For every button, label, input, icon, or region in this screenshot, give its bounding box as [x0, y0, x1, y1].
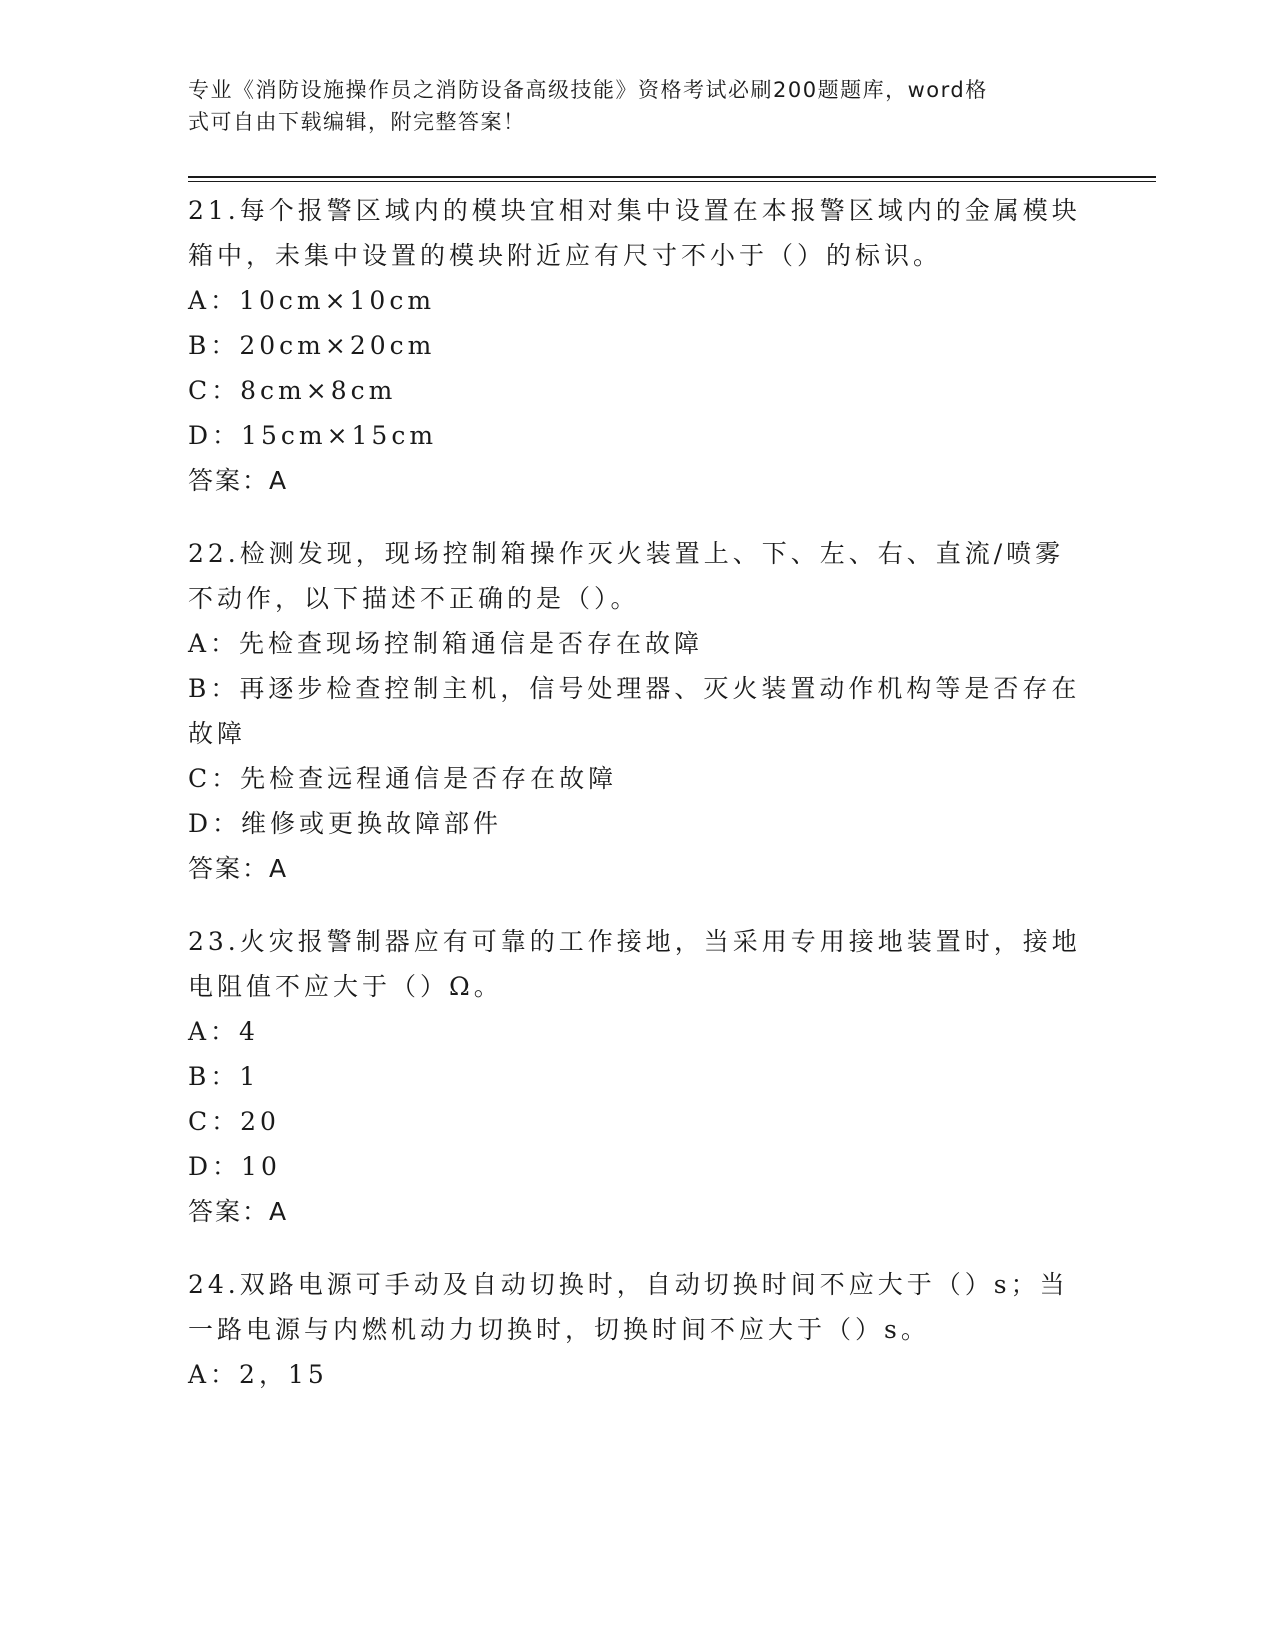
question-text-line: 24.双路电源可手动及自动切换时，自动切换时间不应大于（）s；当: [188, 1270, 1069, 1299]
option-b: B：20cm×20cm: [188, 331, 436, 360]
option-c: C：8cm×8cm: [188, 376, 397, 405]
header-divider-thin: [188, 181, 1156, 182]
option-d: D：维修或更换故障部件: [188, 809, 503, 838]
option-a: A：2，15: [188, 1360, 328, 1389]
option-a: A：10cm×10cm: [188, 286, 436, 315]
document-header: [188, 74, 1088, 138]
option-d: D：10: [188, 1152, 281, 1181]
answer: 答案：A: [188, 466, 289, 495]
option-b-continuation: 故障: [188, 719, 247, 748]
header-line-1: 专业《消防设施操作员之消防设备高级技能》资格考试必刷200题题库，word格: [188, 78, 988, 102]
option-b: B：再逐步检查控制主机，信号处理器、灭火装置动作机构等是否存在: [188, 674, 1081, 703]
option-b: B：1: [188, 1062, 260, 1091]
question-text-line: 23.火灾报警制器应有可靠的工作接地，当采用专用接地装置时，接地: [188, 927, 1081, 956]
answer: 答案：A: [188, 854, 289, 883]
question-22: [188, 531, 1088, 891]
question-21: [188, 188, 1088, 503]
option-a: A：4: [188, 1017, 259, 1046]
question-list: [188, 188, 1088, 1425]
question-text-line: 21.每个报警区域内的模块宜相对集中设置在本报警区域内的金属模块: [188, 196, 1081, 225]
question-text-line: 22.检测发现，现场控制箱操作灭火装置上、下、左、右、直流/喷雾: [188, 539, 1065, 568]
question-24: [188, 1262, 1088, 1397]
option-c: C：20: [188, 1107, 280, 1136]
option-c: C：先检查远程通信是否存在故障: [188, 764, 618, 793]
question-text-line: 一路电源与内燃机动力切换时，切换时间不应大于（）s。: [188, 1315, 930, 1344]
question-text-line: 电阻值不应大于（）Ω。: [188, 972, 503, 1001]
question-text-line: 箱中，未集中设置的模块附近应有尺寸不小于（）的标识。: [188, 241, 943, 270]
header-divider-thick: [188, 176, 1156, 178]
option-a: A：先检查现场控制箱通信是否存在故障: [188, 629, 704, 658]
option-d: D：15cm×15cm: [188, 421, 438, 450]
question-text-line: 不动作，以下描述不正确的是（）。: [188, 584, 640, 613]
header-line-2: 式可自由下载编辑，附完整答案！: [188, 110, 526, 134]
answer: 答案：A: [188, 1197, 289, 1226]
question-23: [188, 919, 1088, 1234]
